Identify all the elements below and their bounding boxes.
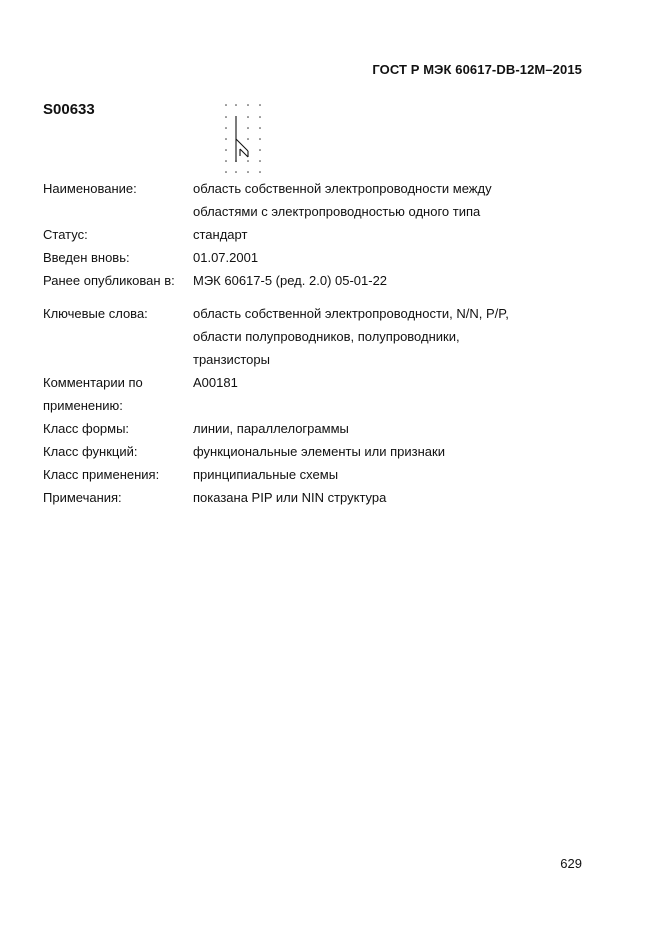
field-label-line: применению: <box>43 398 123 413</box>
field-shape-class <box>43 417 583 440</box>
semiconductor-region-symbol-icon <box>221 101 267 176</box>
field-value-line: транзисторы <box>193 352 270 367</box>
field-application-comments <box>43 371 583 417</box>
field-label: Класс формы: <box>43 421 130 436</box>
symbol-code: S00633 <box>43 101 95 118</box>
field-value: МЭК 60617-5 (ред. 2.0) 05-01-22 <box>193 273 388 288</box>
field-label: Класс функций: <box>43 444 138 459</box>
field-status <box>43 223 583 246</box>
field-previously-published <box>43 269 583 292</box>
field-value <box>193 177 583 223</box>
field-value: A00181 <box>193 375 238 390</box>
field-value: показана PIP или NIN структура <box>193 490 387 505</box>
field-value-line: областями с электропроводностью одного типа <box>193 204 481 219</box>
field-value-line: области полупроводников, полупроводники, <box>193 329 460 344</box>
field-label: Введен вновь: <box>43 250 130 265</box>
field-function-class <box>43 440 583 463</box>
field-value: 01.07.2001 <box>193 250 259 265</box>
field-label: Класс применения: <box>43 467 160 482</box>
field-value-line: область собственной электропроводности между <box>193 181 492 196</box>
field-introduced <box>43 246 583 269</box>
field-keywords <box>43 302 583 371</box>
attribute-list <box>43 177 583 509</box>
field-label-line: Комментарии по <box>43 375 143 390</box>
field-label: Ранее опубликован в: <box>43 273 175 288</box>
field-label: Статус: <box>43 227 88 242</box>
document-header: ГОСТ Р МЭК 60617-DB-12М–2015 <box>372 62 582 77</box>
field-value: стандарт <box>193 227 248 242</box>
field-value: линии, параллелограммы <box>193 421 349 436</box>
field-label: Примечания: <box>43 490 122 505</box>
page-number: 629 <box>560 856 582 871</box>
field-value <box>193 302 583 371</box>
field-value: принципиальные схемы <box>193 467 339 482</box>
field-value: функциональные элементы или признаки <box>193 444 445 459</box>
field-value-line: область собственной электропроводности, N/N, P/P, <box>193 306 509 321</box>
field-notes <box>43 486 583 509</box>
field-label <box>43 371 193 417</box>
field-name <box>43 177 583 223</box>
field-label: Наименование: <box>43 181 137 196</box>
field-application-class <box>43 463 583 486</box>
field-label: Ключевые слова: <box>43 306 148 321</box>
